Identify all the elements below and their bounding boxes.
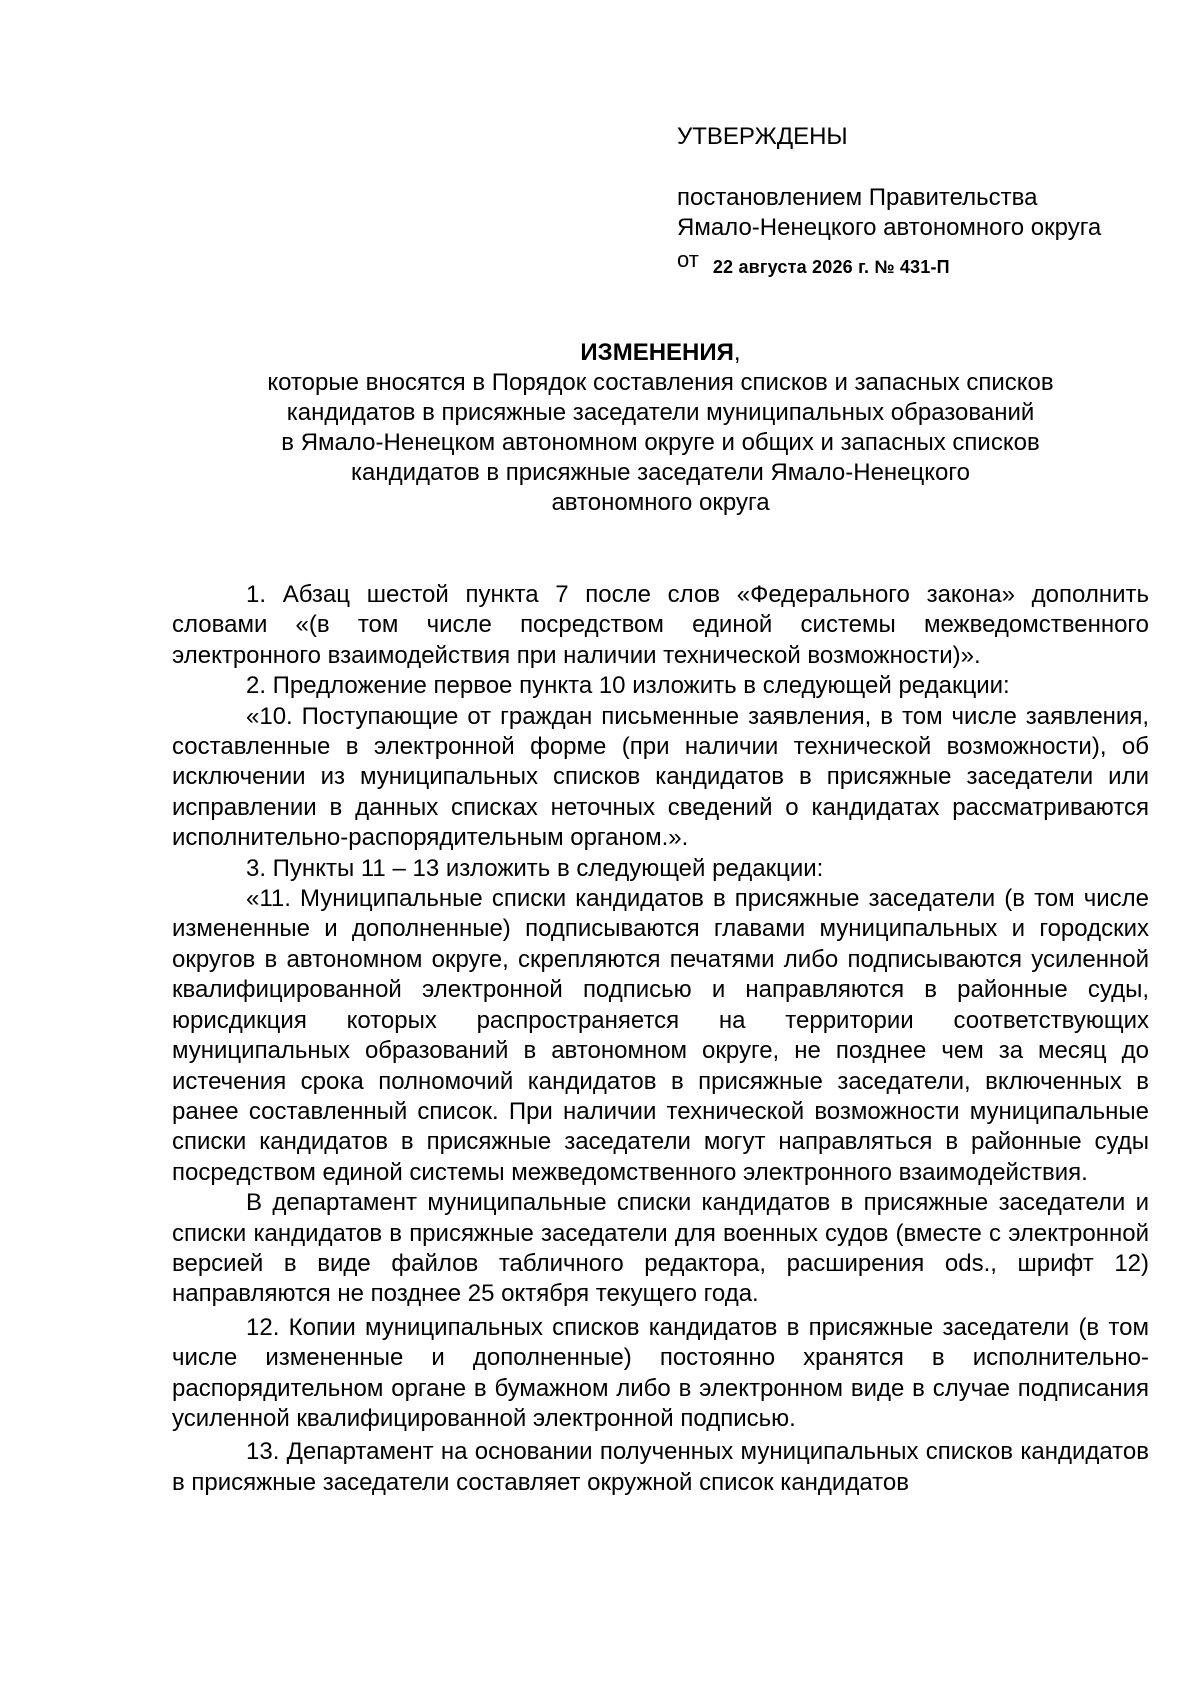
paragraph-item-10-text: «10. Поступающие от граждан письменные заявления, в том числе заявления, составленные в электронной форме (при наличии технической возможности), об исключении из муниципальных списков кандидатов в присяжные заседатели или исправлении в данных списках неточных сведений о кандидатах рассматриваются исполнительно-распорядительным органом.». [172, 702, 1149, 852]
document-heading [172, 338, 1149, 518]
paragraph-department-deadline: В департамент муниципальные списки кандидатов в присяжные заседатели и списки кандидатов в присяжные заседатели для военных судов (вместе с электронной версией в виде файлов табличного редактора, расширения ods., шрифт 12) направляются не позднее 25 октября текущего года. [172, 1189, 1149, 1308]
paragraph-item-11-text: «11. Муниципальные списки кандидатов в присяжные заседатели (в том числе измененные и дополненные) подписываются главами муниципальных и городских округов в автономном округе, скрепляются печатями либо подписываются усиленной квалифицированной электронной подписью и направляются в районные суды, юрисдикция которых распространяется на территории соответствующих муниципальных образований в автономном округе, не позднее чем за месяц до истечения срока полномочий кандидатов в присяжные заседатели, включенных в ранее составленный список. При наличии технической возможности муниципальные списки кандидатов в присяжные заседатели могут направляться в районные суды посредством единой системы межведомственного электронного взаимодействия. [172, 885, 1149, 1186]
heading-line-4: кандидатов в присяжные заседатели Ямало-Ненецкого [351, 459, 970, 486]
decree-date-line [677, 245, 1177, 276]
decree-line-2: Ямало-Ненецкого автономного округа [677, 214, 1102, 241]
heading-line-5: автономного округа [551, 489, 770, 516]
paragraph-item-2: 2. Предложение первое пункта 10 изложить в следующей редакции: [246, 672, 1010, 700]
approval-block [677, 122, 1177, 276]
heading-line-1: которые вносятся в Порядок составления списков и запасных списков [267, 369, 1054, 396]
paragraph-item-13-text: 13. Департамент на основании полученных муниципальных списков кандидатов в присяжные заседатели составляет окружной список кандидатов [172, 1438, 1149, 1496]
heading-title: ИЗМЕНЕНИЯ [580, 339, 734, 366]
document-body [172, 580, 1149, 1498]
paragraph-item-3: 3. Пункты 11 – 13 изложить в следующей редакции: [246, 854, 824, 882]
heading-line-3: в Ямало-Ненецком автономном округе и общих и запасных списков [281, 429, 1040, 456]
paragraph-item-12-text: 12. Копии муниципальных списков кандидатов в присяжные заседатели (в том числе измененные и дополненные) постоянно хранятся в исполнительно-распорядительном органе в бумажном либо в электронном виде в случае подписания усиленной квалифицированной электронной подписью. [172, 1313, 1149, 1432]
decree-line-1: постановлением Правительства [677, 184, 1038, 211]
heading-line-2: кандидатов в присяжные заседатели муниципальных образований [286, 399, 1035, 426]
decree-date-number: 22 августа 2026 г. № 431-П [712, 257, 950, 277]
date-prefix: от [677, 247, 699, 272]
paragraph-item-1: 1. Абзац шестой пункта 7 после слов «Федерального закона» дополнить словами «(в том числе посредством единой системы межведомственного электронного взаимодействия при наличии технической возможности)». [172, 581, 1149, 669]
heading-title-suffix: , [733, 339, 741, 366]
heading-title-line [172, 338, 1149, 368]
approval-title: УТВЕРЖДЕНЫ [677, 123, 848, 150]
